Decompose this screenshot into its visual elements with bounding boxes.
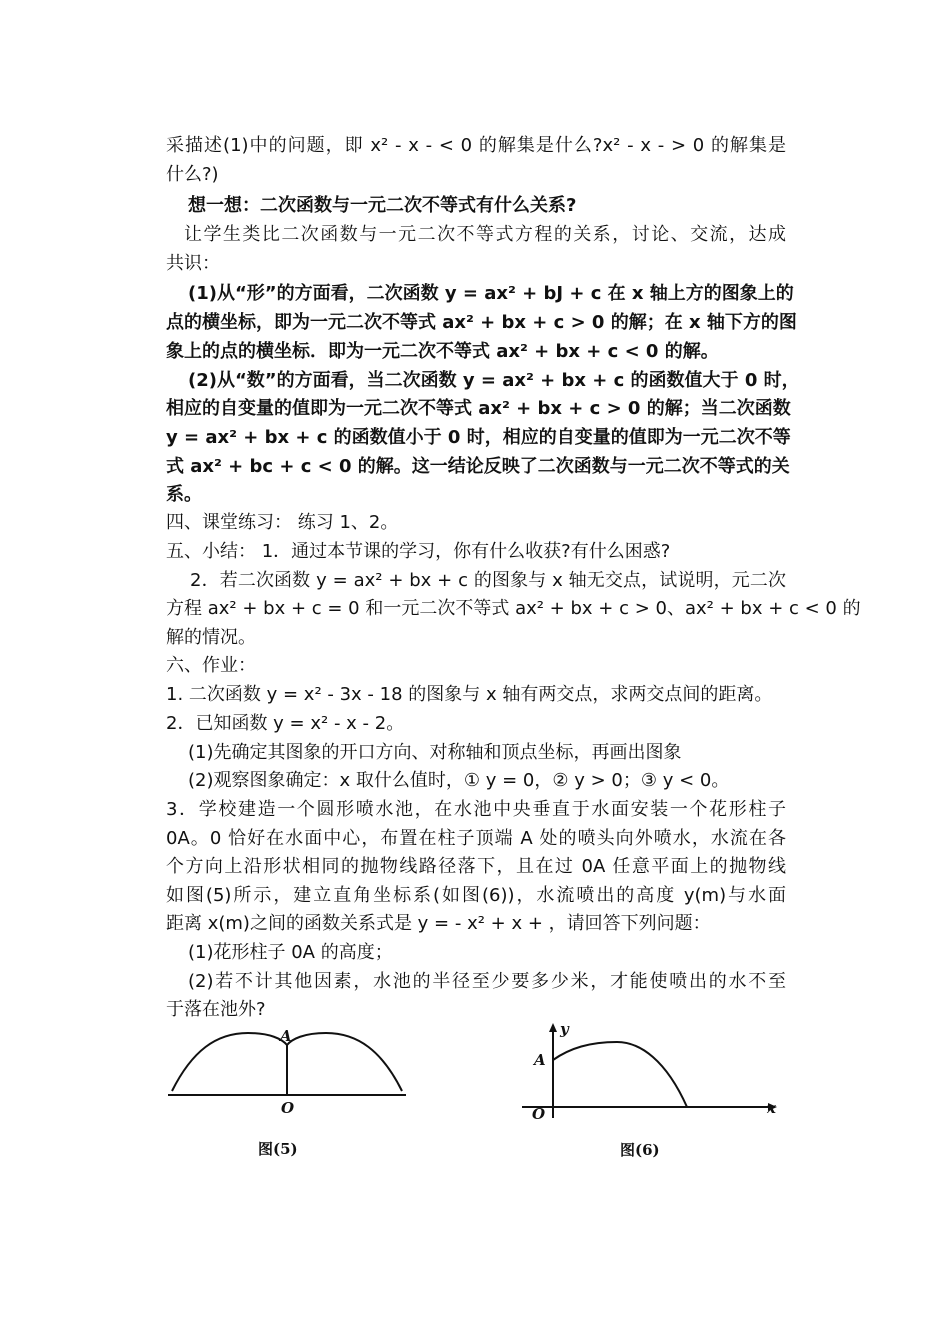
y-axis-arrow [549,1023,557,1032]
text-line: 如图(5)所示，建立直角坐标系(如图(6))，水流喷出的高度 y(m)与水面 [166,885,786,906]
text-line: (2)从“数”的方面看，当二次函数 y = ax² + bx + c 的函数值大于 0 时， [188,370,800,391]
text-line: 四、课堂练习： 练习 1、2。 [166,512,399,533]
label-a: A [280,1027,292,1045]
figure-5 [160,1025,420,1165]
text-line: (2)观察图象确定：x 取什么值时，① y = 0，② y > 0；③ y < 0。 [188,770,730,791]
text-line: 系。 [166,484,202,505]
text-line: 方程 ax² + bx + c = 0 和一元二次不等式 ax² + bx + c > 0、ax² + bx + c < 0 的 [166,598,861,619]
label-a: A [534,1051,546,1069]
label-y: y [560,1020,569,1038]
text-line: 于落在池外? [166,999,266,1020]
right-parabola [287,1033,402,1091]
text-line: 共识： [166,253,220,274]
text-line: 五、小结： 1．通过本节课的学习，你有什么收获?有什么困惑? [166,541,671,562]
section-heading: 六、作业： [166,655,256,676]
text-line: y = ax² + bx + c 的函数值小于 0 时，相应的自变量的值即为一元二次不等 [166,427,791,448]
figure-5-caption: 图(5) [258,1140,298,1158]
label-o: O [281,1099,295,1117]
label-o: O [532,1105,546,1123]
text-line: 3．学校建造一个圆形喷水池，在水池中央垂直于水面安装一个花形柱子 [166,799,786,820]
text-line: (1)花形柱子 0A 的高度； [188,942,393,963]
text-line: 解的情况。 [166,627,256,648]
text-line: 相应的自变量的值即为一元二次不等式 ax² + bx + c > 0 的解；当二次函数 [166,398,791,419]
text-line: 点的横坐标，即为一元二次不等式 ax² + bx + c > 0 的解；在 x 轴下方的图 [166,312,797,333]
text-line: 什么?) [166,164,219,185]
text-line: 0A。0 恰好在水面中心，布置在柱子顶端 A 处的喷头向外喷水，水流在各 [166,828,786,849]
figure-6 [520,1018,782,1168]
text-line: 2．已知函数 y = x² - x - 2。 [166,713,405,734]
text-line: 象上的点的横坐标．即为一元二次不等式 ax² + bx + c < 0 的解。 [166,341,719,362]
section-heading: 想一想：二次函数与一元二次不等式有什么关系? [188,195,577,216]
label-x: x [767,1099,776,1117]
text-line: 1. 二次函数 y = x² - 3x - 18 的图象与 x 轴有两交点，求两交点间的距离。 [166,684,773,705]
text-line: (2)若不计其他因素，水池的半径至少要多少米，才能使喷出的水不至 [188,971,786,992]
figure-6-drawing [520,1018,782,1168]
text-line: 距离 x(m)之间的函数关系式是 y = - x² + x + ，请回答下列问题： [166,913,711,934]
left-parabola [172,1033,287,1091]
figure-6-caption: 图(6) [620,1141,660,1159]
text-line: 采描述(1)中的问题，即 x² - x - < 0 的解集是什么?x² - x - > 0 的解集是 [166,135,786,156]
figure-5-drawing [160,1025,420,1165]
text-line: 2．若二次函数 y = ax² + bx + c 的图象与 x 轴无交点，试说明，元二次 [190,570,786,591]
text-line: 个方向上沿形状相同的抛物线路径落下，且在过 0A 任意平面上的抛物线 [166,856,786,877]
text-line: (1)先确定其图象的开口方向、对称轴和顶点坐标，再画出图象 [188,742,682,763]
text-line: 式 ax² + bc + c < 0 的解。这一结论反映了二次函数与一元二次不等式的关 [166,456,790,477]
parabola-curve [553,1042,687,1107]
text-line: (1)从“形”的方面看，二次函数 y = ax² + bJ + c 在 x 轴上方的图象上的 [188,283,794,304]
text-line: 让学生类比二次函数与一元二次不等式方程的关系，讨论、交流，达成 [184,224,786,245]
